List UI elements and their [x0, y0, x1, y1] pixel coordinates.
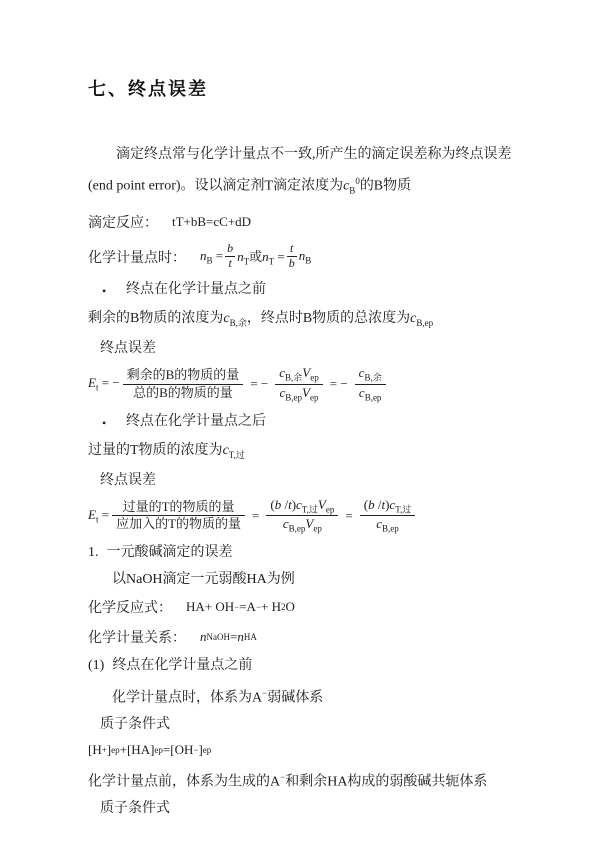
formula-et1 — [88, 366, 389, 403]
formula-part: = — [345, 507, 353, 523]
bullet-label: 终点在化学计量点之前 — [126, 282, 266, 298]
stoich-relation-label: 化学计量关系： — [88, 631, 186, 647]
page-title: 七、终点误差 — [88, 79, 208, 99]
stoichiometry-formula — [200, 242, 311, 271]
section-title: 一元酸碱滴定的误差 — [106, 545, 233, 561]
formula-part: $E_t$ = − — [88, 375, 120, 394]
stoichiometric-point-line — [88, 242, 514, 271]
stoichiometric-point-label: 化学计量点时： — [88, 250, 186, 266]
stoich-relation-equation: n NaOH = n HA — [200, 629, 257, 645]
chemical-reaction-line — [88, 597, 514, 617]
fraction: $\frac{c_{B,余}V_{ep}}{c_{B,ep}V_{ep}}$ — [275, 366, 323, 403]
formula-part: = — [252, 507, 260, 523]
bullet-item-after-sp — [102, 413, 514, 432]
at-sp-desc: 化学计量点时，体系为A−弱碱体系 — [112, 688, 324, 707]
fraction: $\frac{c_{B,余}}{c_{B,ep}}$ — [355, 366, 386, 403]
endpoint-error-label: 终点误差 — [100, 472, 156, 488]
endpoint-error-label: 终点误差 — [100, 340, 156, 356]
stoich-relation-line — [88, 627, 514, 647]
fraction: $\frac{\text{剩余的B的物质的量}}{\text{总的B的物质的量}}$ — [123, 368, 244, 401]
formula-part: $n_B$ = — [200, 247, 224, 266]
section-1-heading — [88, 544, 514, 562]
formula-part: = − — [329, 376, 348, 392]
fraction: $\frac{\text{过量的T的物质的量}}{\text{应加入的T的物质的量}}$ — [112, 500, 245, 533]
chemical-reaction-equation: HA+ OH − =A − + H 2 O — [186, 599, 295, 615]
endpoint-error-formula-2 — [88, 498, 514, 535]
fraction: $\frac{b}{t}$ — [227, 241, 234, 271]
chemical-reaction-label: 化学反应式： — [88, 601, 172, 617]
subsection-title: 终点在化学计量点之前 — [112, 658, 253, 674]
proton-condition-label-2: 质子条件式 — [100, 800, 170, 816]
proton-condition-label-1: 质子条件式 — [100, 717, 170, 733]
titration-reaction-label: 滴定反应： — [88, 216, 158, 232]
fraction: $\frac{(b /t)c_{T,过}V_{ep}}{c_{B,ep}V_{ep}}$ — [266, 498, 338, 535]
titration-reaction-equation: tT+bB=cC+dD — [172, 214, 252, 230]
remaining-b-desc: 剩余的B物质的浓度为$c_{B,余}$，终点时B物质的总浓度为$c_{B,ep}$ — [88, 311, 434, 328]
fraction: $\frac{(b /t)c_{T,过}}{c_{B,ep}}$ — [360, 498, 416, 535]
bullet-item-before-sp — [102, 281, 514, 300]
before-sp-desc: 化学计量点前，体系为生成的A−和剩余HA构成的弱酸碱共轭体系 — [88, 772, 488, 790]
bullet-label: 终点在化学计量点之后 — [126, 413, 266, 429]
bullet-icon: • — [102, 284, 107, 299]
subsection-1-heading — [88, 657, 514, 675]
fraction: $\frac{t}{b}$ — [288, 241, 295, 271]
intro-paragraph: 滴定终点常与化学计量点不一致,所产生的滴定误差称为终点误差(end point error)。设以滴定剂T滴定浓度为$c_B^0$的B物质 — [88, 147, 512, 196]
formula-part: $n_B$ — [298, 247, 312, 266]
formula-et2 — [88, 498, 418, 535]
formula-part: $n_T$或$n_T$ = — [237, 249, 285, 268]
titration-reaction-line — [88, 212, 514, 232]
section-number: 1. — [88, 545, 99, 561]
endpoint-error-formula-1 — [88, 366, 514, 403]
formula-part: $E_t$ = — [88, 507, 110, 525]
example-line: 以NaOH滴定一元弱酸HA为例 — [112, 572, 295, 588]
excess-t-desc: 过量的T物质的浓度为$c_{T,过}$ — [88, 442, 245, 460]
proton-balance-equation — [88, 742, 514, 758]
bullet-icon: • — [102, 415, 107, 430]
subsection-number: (1) — [88, 658, 105, 674]
formula-part: = − — [250, 376, 269, 392]
pbe-formula: [H + ] ep +[HA] ep =[OH − ] ep — [88, 742, 212, 758]
